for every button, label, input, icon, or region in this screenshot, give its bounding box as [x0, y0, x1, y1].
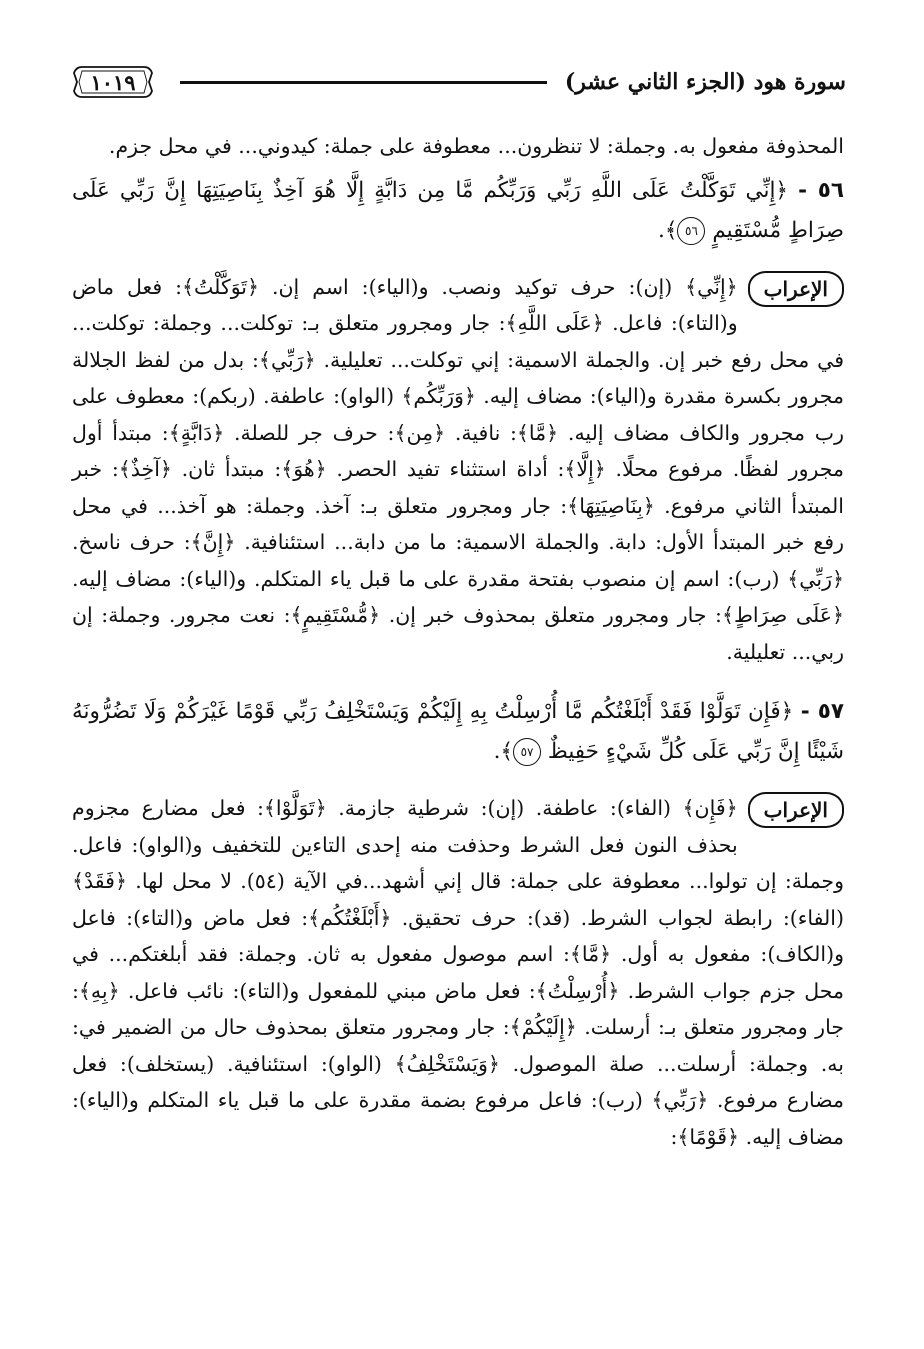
- page-number-badge: [72, 65, 154, 99]
- verse-57-close: ﴾.: [493, 739, 514, 764]
- verse-56-text: ﴿إِنِّي تَوَكَّلْتُ عَلَى اللَّهِ رَبِّي وَرَبِّكُم مَّا مِن دَابَّةٍ إِلَّا هُوَ آخِذٌ بِنَاصِيَتِهَا إِنَّ رَبِّي عَلَى صِرَاطٍ مُّسْتَقِيمٍ: [72, 177, 844, 243]
- irab-56-text: ﴿إِنِّي﴾ (إن): حرف توكيد ونصب. و(الياء): اسم إن. ﴿تَوَكَّلْتُ﴾: فعل ماض و(التاء): فاعل. ﴿عَلَى اللَّهِ﴾: جار ومجرور متعلق بـ: توكلت... وجملة: توكلت... في محل رفع خبر إن. والجملة الاسمية: إني توكلت... تعليلية. ﴿رَبِّي﴾: بدل من لفظ الجلالة مجرور بكسرة مقدرة و(الياء): مضاف إليه. ﴿وَرَبِّكُم﴾ (الواو): عاطفة. (ربكم): معطوف على رب مجرور والكاف مضاف إليه. ﴿مَّا﴾: نافية. ﴿مِن﴾: حرف جر للصلة. ﴿دَابَّةٍ﴾: مبتدأ أول مجرور لفظًا. مرفوع محلًا. ﴿إِلَّا﴾: أداة استثناء تفيد الحصر. ﴿هُوَ﴾: مبتدأ ثان. ﴿آخِذٌ﴾: خبر المبتدأ الثاني مرفوع. ﴿بِنَاصِيَتِهَا﴾: جار ومجرور متعلق بـ: آخذ. وجملة: هو آخذ... في محل رفع خبر المبتدأ الأول: دابة. والجملة الاسمية: ما من دابة... استئنافية. ﴿إِنَّ﴾: حرف ناسخ. ﴿رَبِّي﴾ (رب): اسم إن منصوب بفتحة مقدرة على ما قبل ياء المتكلم. و(الياء): مضاف إليه. ﴿عَلَى صِرَاطٍ﴾: جار ومجرور متعلق بمحذوف خبر إن. ﴿مُّسْتَقِيمٍ﴾: نعت مجرور. وجملة: إن ربي... تعليلية.: [72, 274, 844, 664]
- page-number: ١٠١٩: [90, 69, 136, 95]
- verse-56-number: ٥٦ -: [798, 177, 844, 203]
- page-body: [72, 128, 844, 1155]
- header-rule: [180, 81, 547, 84]
- spacer: [72, 670, 844, 686]
- verse-57-number: ٥٧ -: [800, 699, 844, 724]
- running-title: سورة هود (الجزء الثاني عشر): [564, 69, 846, 95]
- irab-57: [72, 790, 844, 1155]
- irab-56: [72, 269, 844, 671]
- verse-end-marker-icon: ٥٧: [513, 738, 541, 766]
- verse-end-marker-icon: ٥٦: [677, 217, 705, 245]
- page-header: [72, 62, 846, 102]
- verse-57-text: ﴿فَإِن تَوَلَّوْا فَقَدْ أَبْلَغْتُكُم مَّا أُرْسِلْتُ بِهِ إِلَيْكُمْ وَيَسْتَخْلِفُ رَبِّي قَوْمًا غَيْرَكُمْ وَلَا تَضُرُّونَهُ شَيْئًا إِنَّ رَبِّي عَلَى كُلِّ شَيْءٍ حَفِيظٌ: [72, 699, 844, 764]
- verse-56: [72, 171, 844, 251]
- intro-line: المحذوفة مفعول به. وجملة: لا تنظرون... معطوفة على جملة: كيدوني... في محل جزم.: [108, 134, 844, 158]
- verse-57: [72, 692, 844, 772]
- irab-label: الإعراب: [748, 271, 844, 307]
- irab-57-text: ﴿فَإِن﴾ (الفاء): عاطفة. (إن): شرطية جازمة. ﴿تَوَلَّوْا﴾: فعل مضارع مجزوم بحذف النون فعل الشرط وحذفت منه إحدى التاءين للتخفيف و(الواو): فاعل. وجملة: إن تولوا... معطوفة على جملة: قال إني أشهد...في الآية (٥٤). لا محل لها. ﴿فَقَدْ﴾ (الفاء): رابطة لجواب الشرط. (قد): حرف تحقيق. ﴿أَبْلَغْتُكُم﴾: فعل ماض و(التاء): فاعل و(الكاف): مفعول به أول. ﴿مَّا﴾: اسم موصول مفعول به ثان. وجملة: فقد أبلغتكم... في محل جزم جواب الشرط. ﴿أُرْسِلْتُ﴾: فعل ماض مبني للمفعول و(التاء): نائب فاعل. ﴿بِهِ﴾: جار ومجرور متعلق بـ: أرسلت. ﴿إِلَيْكُمْ﴾: جار ومجرور متعلق بمحذوف حال من الضمير في: به. وجملة: أرسلت... صلة الموصول. ﴿وَيَسْتَخْلِفُ﴾ (الواو): استئنافية. (يستخلف): فعل مضارع مرفوع. ﴿رَبِّي﴾ (رب): فاعل مرفوع بضمة مقدرة على ما قبل ياء المتكلم و(الياء): مضاف إليه. ﴿قَوْمًا﴾:: [72, 796, 844, 1149]
- irab-label: الإعراب: [748, 792, 844, 828]
- verse-56-close: ﴾.: [658, 217, 678, 243]
